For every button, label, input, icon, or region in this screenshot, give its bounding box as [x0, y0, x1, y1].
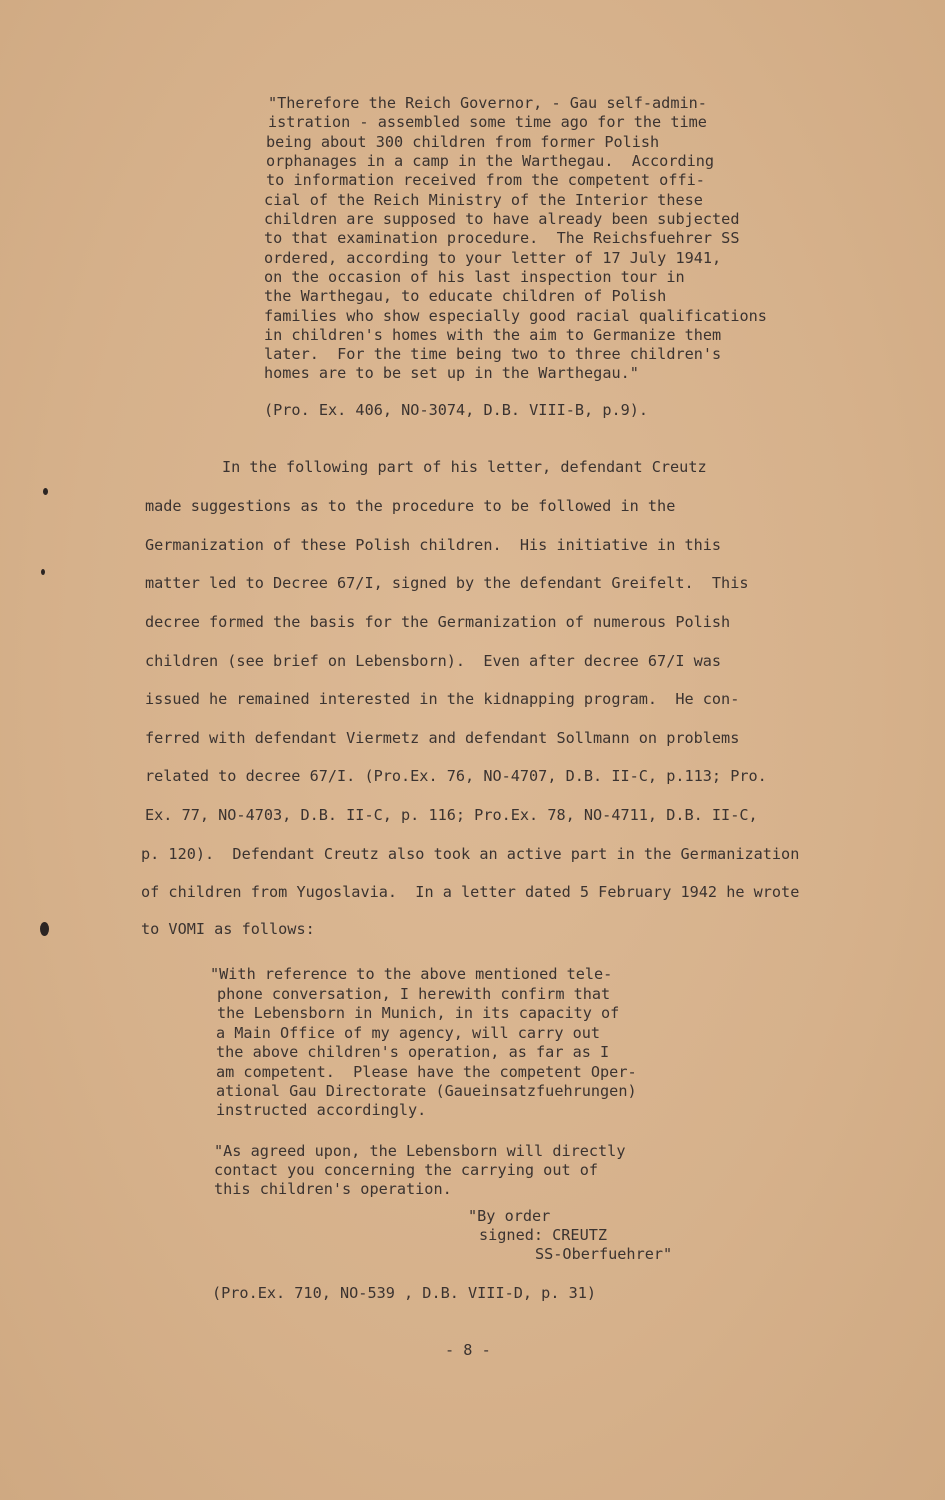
- page-number: - 8 -: [445, 1341, 491, 1359]
- quote1-line: the Warthegau, to educate children of Polish: [264, 287, 667, 305]
- quote1-line: "Therefore the Reich Governor, - Gau self-admin-: [268, 94, 707, 112]
- quote1-line: ordered, according to your letter of 17 July 1941,: [264, 249, 722, 267]
- body-line: children (see brief on Lebensborn). Even after decree 67/I was: [145, 652, 722, 670]
- quote1-line: on the occasion of his last inspection tour in: [264, 268, 685, 286]
- quote1-line: in children's homes with the aim to Germanize them: [264, 326, 722, 344]
- body-line: to VOMI as follows:: [141, 920, 315, 938]
- quote2-citation: (Pro.Ex. 710, NO-539 , D.B. VIII-D, p. 31): [212, 1284, 597, 1302]
- body-line: ferred with defendant Viermetz and defendant Sollmann on problems: [145, 729, 740, 747]
- body-line: In the following part of his letter, defendant Creutz: [222, 458, 707, 476]
- signature-line: SS-Oberfuehrer": [535, 1245, 673, 1263]
- quote2-line: am competent. Please have the competent Oper-: [216, 1063, 637, 1081]
- quote2-line: phone conversation, I herewith confirm that: [217, 985, 611, 1003]
- quote1-line: being about 300 children from former Polish: [266, 133, 660, 151]
- quote1-line: later. For the time being two to three children's: [264, 345, 722, 363]
- quote2-line: this children's operation.: [214, 1180, 452, 1198]
- quote2-line: the Lebensborn in Munich, in its capacity of: [217, 1004, 620, 1022]
- quote2-line: "With reference to the above mentioned tele-: [210, 965, 613, 983]
- quote1-line: to that examination procedure. The Reichsfuehrer SS: [264, 229, 740, 247]
- signature-line: signed: CREUTZ: [479, 1226, 608, 1244]
- quote2-line: ational Gau Directorate (Gaueinsatzfuehrungen): [216, 1082, 637, 1100]
- body-line: related to decree 67/I. (Pro.Ex. 76, NO-4707, D.B. II-C, p.113; Pro.: [145, 767, 767, 785]
- quote1-line: families who show especially good racial qualifications: [264, 307, 767, 325]
- body-line: made suggestions as to the procedure to be followed in the: [145, 497, 676, 515]
- body-line: p. 120). Defendant Creutz also took an active part in the Germanization: [141, 845, 800, 863]
- quote2-line: contact you concerning the carrying out of: [214, 1161, 599, 1179]
- body-line: of children from Yugoslavia. In a letter dated 5 February 1942 he wrote: [141, 883, 800, 901]
- body-line: matter led to Decree 67/I, signed by the defendant Greifelt. This: [145, 574, 749, 592]
- body-line: issued he remained interested in the kidnapping program. He con-: [145, 690, 740, 708]
- quote2-line: a Main Office of my agency, will carry out: [216, 1024, 601, 1042]
- quote2-line: instructed accordingly.: [216, 1101, 427, 1119]
- quote2-line: "As agreed upon, the Lebensborn will directly: [214, 1142, 626, 1160]
- margin-ink-mark: [41, 569, 45, 575]
- quote1-line: homes are to be set up in the Warthegau.": [264, 364, 639, 382]
- margin-ink-mark: [43, 488, 48, 495]
- quote1-line: to information received from the competent offi-: [266, 171, 705, 189]
- quote1-citation: (Pro. Ex. 406, NO-3074, D.B. VIII-B, p.9).: [264, 401, 649, 419]
- body-line: decree formed the basis for the Germanization of numerous Polish: [145, 613, 731, 631]
- margin-ink-mark: [40, 922, 49, 936]
- quote2-line: the above children's operation, as far as I: [216, 1043, 610, 1061]
- quote1-line: cial of the Reich Ministry of the Interior these: [264, 191, 703, 209]
- quote1-line: orphanages in a camp in the Warthegau. According: [266, 152, 715, 170]
- body-line: Ex. 77, NO-4703, D.B. II-C, p. 116; Pro.Ex. 78, NO-4711, D.B. II-C,: [145, 806, 758, 824]
- body-line: Germanization of these Polish children. His initiative in this: [145, 536, 722, 554]
- quote1-line: istration - assembled some time ago for the time: [268, 113, 707, 131]
- quote1-line: children are supposed to have already been subjected: [264, 210, 740, 228]
- signature-line: "By order: [468, 1207, 551, 1225]
